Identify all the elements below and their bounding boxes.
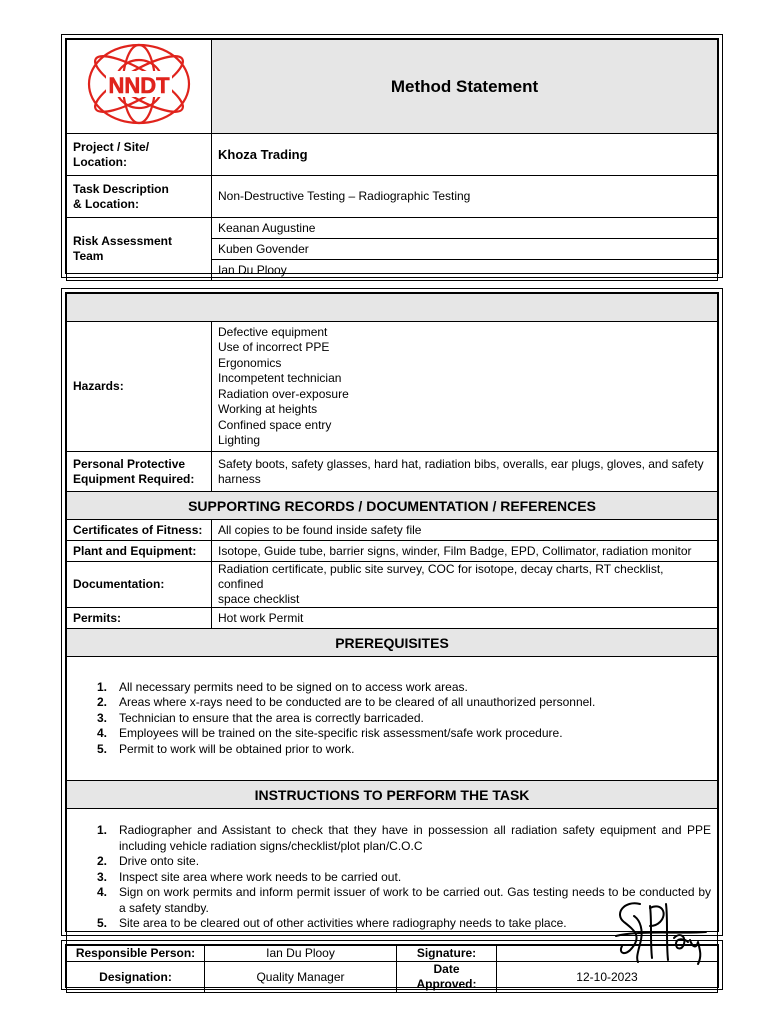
page-title: Method Statement <box>212 40 718 134</box>
risk-team-member: Keanan Augustine <box>212 218 718 239</box>
main-block <box>61 288 723 936</box>
list-item: 4. Employees will be trained on the site-specific risk assessment/safe work procedure. <box>96 726 563 741</box>
plant-value: Isotope, Guide tube, barrier signs, winder, Film Badge, EPD, Collimator, radiation monitor <box>212 541 718 562</box>
list-item: 3. Inspect site area where work needs to be carried out. <box>96 869 402 884</box>
project-label: Project / Site/ Location: <box>67 134 212 176</box>
list-item: 5. Permit to work will be obtained prior to work. <box>96 741 355 756</box>
blank-header-row <box>67 294 718 322</box>
risk-team-label: Risk Assessment Team <box>67 218 212 281</box>
nndt-logo <box>84 41 194 127</box>
hazard-item: Lighting <box>218 433 261 447</box>
hazards-list <box>212 322 718 452</box>
hazards-label: Hazards: <box>67 322 212 452</box>
signature-image <box>610 896 720 968</box>
date-value: 12-10-2023 <box>497 962 718 993</box>
designation-label: Designation: <box>67 962 205 993</box>
list-item: 2. Drive onto site. <box>96 854 200 868</box>
task-value: Non-Destructive Testing – Radiographic Testing <box>212 176 718 218</box>
risk-team-member: Kuben Govender <box>212 239 718 260</box>
list-item: 5. Site area to be cleared out of other activities where radiography needs to take place. <box>96 916 567 930</box>
cert-value: All copies to be found inside safety file <box>212 520 718 541</box>
designation-value: Quality Manager <box>205 962 397 993</box>
list-item: 1. All necessary permits need to be signed on to access work areas. <box>96 679 468 694</box>
ppe-label: Personal Protective Equipment Required: <box>67 452 212 492</box>
logo-cell <box>67 40 212 134</box>
task-label: Task Description & Location: <box>67 176 212 218</box>
hazard-item: Ergonomics <box>218 355 282 370</box>
list-item: 2. Areas where x-rays need to be conducted are to be cleared of all unauthorized personnel. <box>96 695 596 710</box>
prerequisites-heading: PREREQUISITES <box>67 629 718 657</box>
signature-label: Signature: <box>397 946 497 962</box>
cert-label: Certificates of Fitness: <box>67 520 212 541</box>
hazard-item: Defective equipment <box>218 324 328 339</box>
risk-team-member: Ian Du Plooy <box>212 260 718 281</box>
documentation-label: Documentation: <box>67 562 212 608</box>
list-item: 4. Sign on work permits and inform permit issuer of work to be carried out. Gas testing needs to be conducted by a safety standby. <box>96 885 711 915</box>
logo-text: NNDT <box>108 73 170 98</box>
records-heading: SUPPORTING RECORDS / DOCUMENTATION / REFERENCES <box>67 492 718 520</box>
hazard-item: Confined space entry <box>218 417 332 432</box>
plant-label: Plant and Equipment: <box>67 541 212 562</box>
date-label: Date Approved: <box>397 962 497 993</box>
hazard-item: Incompetent technician <box>218 371 342 385</box>
instructions-heading: INSTRUCTIONS TO PERFORM THE TASK <box>67 781 718 809</box>
ppe-value: Safety boots, safety glasses, hard hat, radiation bibs, overalls, ear plugs, gloves, and safety harness <box>212 452 718 492</box>
hazard-item: Radiation over-exposure <box>218 386 349 401</box>
responsible-label: Responsible Person: <box>67 946 205 962</box>
hazard-item: Use of incorrect PPE <box>218 340 330 354</box>
list-item: 1. Radiographer and Assistant to check that they have in possession all radiation safety equipment and PPE including vehicle radiation signs/checklist/plot plan/C.O.C <box>96 823 711 853</box>
documentation-value: Radiation certificate, public site survey, COC for isotope, decay charts, RT checklist, confined space checklist <box>212 562 718 608</box>
project-value: Khoza Trading <box>212 134 718 176</box>
permits-label: Permits: <box>67 608 212 629</box>
header-block <box>61 34 723 278</box>
hazard-item: Working at heights <box>218 402 318 416</box>
prerequisites-list <box>67 657 718 781</box>
list-item: 3. Technician to ensure that the area is correctly barricaded. <box>96 710 424 725</box>
permits-value: Hot work Permit <box>212 608 718 629</box>
responsible-value: Ian Du Plooy <box>205 946 397 962</box>
